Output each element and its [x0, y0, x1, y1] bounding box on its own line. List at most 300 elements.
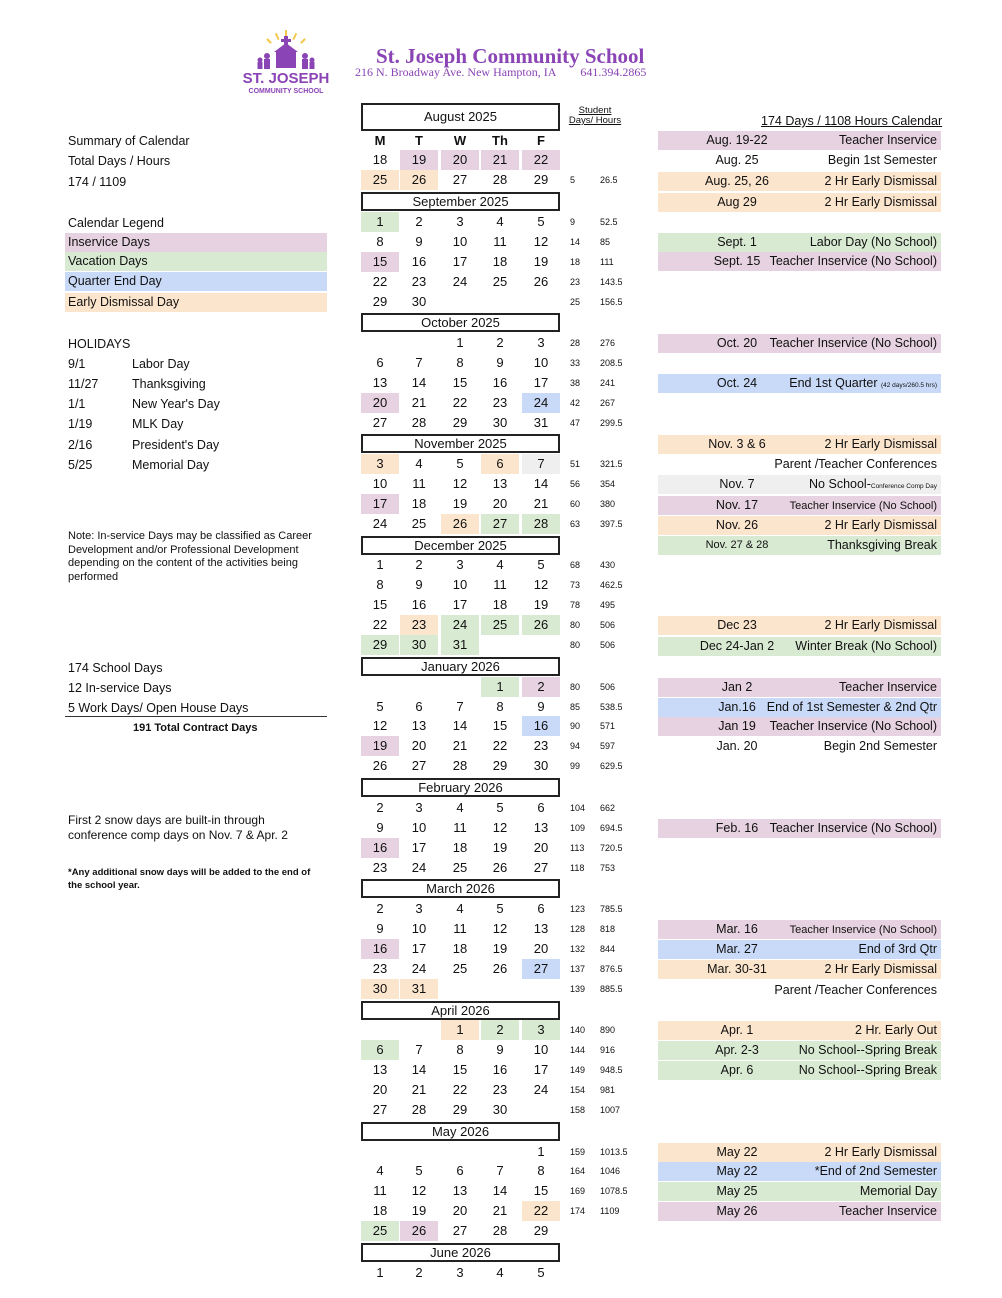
calendar-day: 1 — [481, 677, 519, 697]
calendar-day — [481, 979, 519, 999]
calendar-title: 174 Days / 1108 Hours Calendar — [761, 114, 943, 128]
calendar-day: 13 — [452, 1183, 468, 1198]
student-days: 123 — [570, 904, 586, 914]
calendar-day: 19 — [492, 840, 508, 855]
student-days: 109 — [570, 823, 586, 833]
event-label: No School--Spring Break — [798, 1063, 937, 1077]
calendar-day: 16 — [411, 254, 427, 269]
calendar-day: 5 — [496, 800, 504, 815]
calendar-day: 14 — [492, 1183, 508, 1198]
event-date: Aug. 25 — [715, 153, 759, 167]
summary-title: Summary of Calendar — [68, 134, 190, 148]
calendar-day: 13 — [411, 718, 427, 733]
calendar-day: 26 — [533, 274, 549, 289]
event-row — [658, 698, 941, 717]
calendar-day: 23 — [411, 274, 427, 289]
calendar-day: 11 — [373, 1183, 387, 1198]
calendar-day: 13 — [533, 921, 549, 936]
holiday-date: 2/16 — [68, 438, 93, 452]
calendar-day: 7 — [415, 355, 423, 370]
event-date: Mar. 30-31 — [707, 962, 767, 976]
calendar-day: 27 — [522, 959, 560, 979]
calendar-day: 1 — [537, 1144, 545, 1159]
calendar-day: 22 — [492, 738, 508, 753]
event-date: Apr. 1 — [720, 1023, 754, 1037]
event-date: May 22 — [716, 1164, 758, 1178]
student-hours: 208.5 — [600, 358, 623, 368]
student-hours: 1078.5 — [600, 1186, 628, 1196]
event-text — [767, 698, 937, 717]
student-days: 99 — [570, 761, 581, 771]
calendar-day: 27 — [372, 1102, 388, 1117]
calendar-day: 18 — [372, 152, 388, 167]
event-label: Teacher Inservice (No School) — [789, 924, 937, 936]
student-hours: 156.5 — [600, 297, 623, 307]
student-hours: 26.5 — [600, 175, 618, 185]
calendar-day: 20 — [441, 150, 479, 170]
event-label: Teacher Inservice — [839, 133, 937, 147]
calendar-day: 27 — [481, 514, 519, 534]
event-row — [658, 131, 941, 150]
snow-note-bold: *Any additional snow days will be added to the end of the school year. — [68, 867, 311, 891]
calendar-day: 21 — [533, 496, 549, 511]
calendar-day: 16 — [492, 1062, 508, 1077]
calendar-day: 17 — [452, 254, 468, 269]
student-hours: 506 — [600, 620, 616, 630]
holiday-date: 11/27 — [68, 377, 99, 391]
calendar-day: 9 — [496, 355, 504, 370]
calendar-day: 16 — [411, 597, 427, 612]
event-text — [790, 920, 937, 940]
student-days: 169 — [570, 1186, 586, 1196]
student-days: 38 — [570, 378, 581, 388]
student-days: 80 — [570, 682, 581, 692]
count-work-days: 5 Work Days/ Open House Days — [68, 701, 249, 715]
student-days: 85 — [570, 702, 581, 712]
calendar-day: 13 — [533, 820, 549, 835]
event-text — [774, 981, 937, 1000]
calendar-day: 12 — [492, 820, 508, 835]
event-label: Teacher Inservice (No School) — [769, 336, 937, 350]
calendar-day: 14 — [411, 1062, 427, 1077]
calendar-day: 29 — [452, 415, 468, 430]
calendar-day — [400, 1020, 438, 1040]
calendar-day: 7 — [456, 699, 464, 714]
student-hours: 380 — [600, 499, 616, 509]
calendar-day: 7 — [415, 1042, 423, 1057]
calendar-day: 16 — [522, 716, 560, 736]
calendar-day: 10 — [533, 355, 549, 370]
event-row — [658, 678, 941, 697]
calendar-day: 19 — [361, 736, 399, 756]
calendar-day: 23 — [372, 961, 388, 976]
student-hours: 1007 — [600, 1105, 621, 1115]
calendar-day: 25 — [361, 1221, 399, 1241]
month-header: April 2026 — [361, 1001, 560, 1020]
student-hours: 629.5 — [600, 761, 623, 771]
calendar-day: 12 — [492, 921, 508, 936]
student-hours: 571 — [600, 721, 616, 731]
calendar-day: 30 — [492, 1102, 508, 1117]
student-header-line1: Student — [578, 105, 612, 116]
event-text — [815, 1162, 937, 1181]
calendar-day — [441, 292, 479, 312]
calendar-day — [481, 292, 519, 312]
total-value: 174 / 1109 — [68, 175, 127, 189]
calendar-day: 10 — [372, 476, 388, 491]
calendar-day: 16 — [492, 375, 508, 390]
event-text — [770, 334, 937, 353]
event-row — [658, 737, 941, 756]
event-label: Teacher Inservice (No School) — [769, 719, 937, 733]
calendar-day: 2 — [481, 1020, 519, 1040]
calendar-day: 25 — [481, 615, 519, 635]
calendar-day: 4 — [456, 800, 464, 815]
calendar-day: 26 — [441, 514, 479, 534]
student-days: 94 — [570, 741, 581, 751]
event-row — [658, 1061, 941, 1080]
event-text — [770, 717, 937, 736]
holiday-name: Memorial Day — [132, 458, 210, 472]
student-hours: 462.5 — [600, 580, 623, 590]
calendar-day: 24 — [411, 860, 427, 875]
event-date: Apr. 2-3 — [715, 1043, 759, 1057]
event-label: No School- — [809, 477, 871, 491]
calendar-day: 2 — [415, 557, 423, 572]
student-hours: 495 — [600, 600, 616, 610]
month-header: January 2026 — [361, 657, 560, 676]
student-days: 159 — [570, 1147, 586, 1157]
calendar-day: 30 — [411, 294, 427, 309]
calendar-day — [522, 292, 560, 312]
event-label: Teacher Inservice (No School) — [769, 254, 937, 268]
student-days: 144 — [570, 1045, 586, 1055]
event-label: End 1st Quarter — [789, 376, 881, 390]
event-label: Labor Day (No School) — [809, 235, 937, 249]
event-text — [774, 455, 937, 474]
calendar-day: 28 — [522, 514, 560, 534]
student-days: 47 — [570, 418, 581, 428]
student-hours: 52.5 — [600, 217, 618, 227]
event-row — [658, 981, 941, 1000]
church-icon — [258, 36, 315, 69]
logo-subtitle: COMMUNITY SCHOOL — [248, 88, 324, 95]
calendar-day: 11 — [493, 577, 507, 592]
calendar-day — [400, 677, 438, 697]
event-text — [839, 1202, 937, 1221]
event-label: No School--Spring Break — [798, 1043, 937, 1057]
event-row — [658, 1182, 941, 1201]
calendar-day: 4 — [496, 557, 504, 572]
holiday-name: President's Day — [132, 438, 220, 452]
event-row — [658, 1041, 941, 1060]
event-label: *End of 2nd Semester — [814, 1164, 937, 1178]
calendar-day: 15 — [372, 597, 388, 612]
count-school-days: 174 School Days — [68, 661, 163, 675]
calendar-day: 17 — [411, 840, 427, 855]
calendar-day: 11 — [453, 921, 467, 936]
calendar-day: 4 — [496, 1265, 504, 1280]
calendar-day: 12 — [372, 718, 388, 733]
event-label: 2 Hr Early Dismissal — [824, 195, 937, 209]
event-text — [789, 374, 937, 395]
calendar-day: 12 — [411, 1183, 427, 1198]
calendar-day: 5 — [456, 456, 464, 471]
calendar-day: 20 — [533, 840, 549, 855]
calendar-day: 12 — [533, 234, 549, 249]
calendar-day: 23 — [492, 1082, 508, 1097]
day-of-week-header: T — [415, 133, 423, 148]
student-days: 5 — [570, 175, 576, 185]
student-days: 51 — [570, 459, 581, 469]
student-days: 90 — [570, 721, 581, 731]
total-contract-days: 191 Total Contract Days — [133, 722, 258, 734]
calendar-day: 23 — [372, 860, 388, 875]
event-date: Feb. 16 — [715, 821, 759, 835]
event-text — [799, 1041, 937, 1060]
event-row — [658, 193, 941, 212]
event-date: Sept. 15 — [713, 254, 761, 268]
student-hours: 241 — [600, 378, 616, 388]
calendar-day: 20 — [372, 1082, 388, 1097]
student-days: 154 — [570, 1085, 586, 1095]
calendar-day: 22 — [372, 274, 388, 289]
calendar-day: 18 — [492, 597, 508, 612]
event-row — [658, 334, 941, 353]
calendar-day: 20 — [411, 738, 427, 753]
calendar-day: 17 — [452, 597, 468, 612]
calendar-day: 26 — [492, 860, 508, 875]
calendar-day: 9 — [415, 577, 423, 592]
event-row — [658, 1143, 941, 1162]
calendar-day: 26 — [372, 758, 388, 773]
event-label: Teacher Inservice (No School) — [769, 821, 937, 835]
event-date: Mar. 27 — [716, 942, 758, 956]
calendar-day: 17 — [361, 494, 399, 514]
student-hours: 694.5 — [600, 823, 623, 833]
calendar-day: 24 — [533, 1082, 549, 1097]
calendar-day — [522, 1100, 560, 1120]
event-text — [860, 1182, 937, 1201]
month-header: December 2025 — [361, 536, 560, 555]
calendar-day: 12 — [452, 476, 468, 491]
event-label: Begin 1st Semester — [827, 153, 937, 167]
calendar-day: 1 — [361, 212, 399, 232]
student-days: 60 — [570, 499, 581, 509]
student-hours: 506 — [600, 640, 616, 650]
legend-inservice: Inservice Days — [65, 233, 327, 252]
event-row — [658, 455, 941, 474]
event-text — [839, 131, 937, 150]
event-label: Thanksgiving Break — [827, 538, 937, 552]
calendar-day: 21 — [411, 1082, 427, 1097]
student-days: 68 — [570, 560, 581, 570]
calendar-day: 23 — [533, 738, 549, 753]
event-text — [824, 616, 937, 635]
event-date: Dec 23 — [717, 618, 757, 632]
calendar-day: 5 — [537, 557, 545, 572]
calendar-day: 4 — [456, 901, 464, 916]
calendar-day: 19 — [492, 941, 508, 956]
event-text — [809, 475, 937, 496]
student-hours: 506 — [600, 682, 616, 692]
calendar-day: 28 — [452, 758, 468, 773]
student-hours: 916 — [600, 1045, 616, 1055]
calendar-day — [361, 1142, 399, 1162]
event-date: May 22 — [716, 1145, 758, 1159]
student-days: 28 — [570, 338, 581, 348]
calendar-day: 2 — [415, 1265, 423, 1280]
logo-title: ST. JOSEPH — [242, 70, 330, 87]
student-days: 14 — [570, 237, 581, 247]
student-hours: 890 — [600, 1025, 616, 1035]
calendar-day: 29 — [372, 294, 388, 309]
student-days: 63 — [570, 519, 581, 529]
event-row — [658, 374, 941, 393]
student-days: 42 — [570, 398, 581, 408]
calendar-day: 4 — [376, 1163, 384, 1178]
school-logo — [236, 30, 336, 100]
calendar-day: 3 — [456, 557, 464, 572]
calendar-day: 19 — [411, 1203, 427, 1218]
calendar-day: 6 — [456, 1163, 464, 1178]
calendar-day: 14 — [452, 718, 468, 733]
calendar-day: 28 — [411, 1102, 427, 1117]
event-label: Memorial Day — [859, 1184, 937, 1198]
student-days: 149 — [570, 1065, 586, 1075]
event-label: 2 Hr Early Dismissal — [824, 618, 937, 632]
student-hours: 662 — [600, 803, 616, 813]
student-days: 56 — [570, 479, 581, 489]
calendar-day — [361, 677, 399, 697]
calendar-day: 19 — [533, 254, 549, 269]
calendar-day: 11 — [493, 234, 507, 249]
student-days: 73 — [570, 580, 581, 590]
calendar-day: 25 — [452, 961, 468, 976]
event-text — [770, 252, 937, 271]
event-text — [839, 678, 937, 697]
event-label: End of 1st Semester & 2nd Qtr — [766, 700, 937, 714]
day-of-week-header: F — [537, 133, 545, 148]
event-date: Oct. 24 — [716, 376, 758, 390]
student-hours: 981 — [600, 1085, 616, 1095]
event-date: Aug 29 — [717, 195, 757, 209]
calendar-day: 8 — [456, 1042, 464, 1057]
student-hours: 753 — [600, 863, 616, 873]
holiday-date: 9/1 — [68, 357, 86, 371]
calendar-day: 21 — [481, 150, 519, 170]
calendar-day: 9 — [537, 699, 545, 714]
holiday-name: MLK Day — [132, 417, 184, 431]
event-row — [658, 1162, 941, 1181]
calendar-day: 3 — [537, 335, 545, 350]
student-days: 158 — [570, 1105, 586, 1115]
calendar-day: 27 — [452, 1223, 468, 1238]
calendar-day: 20 — [533, 941, 549, 956]
calendar-day: 26 — [400, 170, 438, 190]
holiday-date: 5/25 — [68, 458, 93, 472]
calendar-day — [441, 677, 479, 697]
student-hours: 267 — [600, 398, 616, 408]
calendar-day: 4 — [496, 214, 504, 229]
calendar-day: 8 — [496, 699, 504, 714]
calendar-day: 10 — [411, 921, 427, 936]
event-date: Nov. 17 — [715, 498, 759, 512]
student-days: 164 — [570, 1166, 586, 1176]
event-label: Teacher Inservice (No School) — [789, 500, 937, 512]
event-date: Jan. 20 — [716, 739, 758, 753]
calendar-day: 3 — [522, 1020, 560, 1040]
calendar-day: 3 — [456, 214, 464, 229]
calendar-day: 16 — [361, 838, 399, 858]
calendar-day — [361, 1020, 399, 1040]
calendar-day: 27 — [533, 860, 549, 875]
calendar-day: 19 — [533, 597, 549, 612]
event-label: Winter Break (No School) — [795, 639, 937, 653]
calendar-day: 19 — [452, 496, 468, 511]
holiday-name: New Year's Day — [132, 397, 220, 411]
event-row — [658, 1021, 941, 1040]
event-label: Parent /Teacher Conferences — [774, 983, 937, 997]
event-note: Conference Comp Day — [870, 483, 937, 490]
calendar-day: 19 — [400, 150, 438, 170]
event-date: May 26 — [716, 1204, 758, 1218]
event-label: 2 Hr Early Dismissal — [824, 174, 937, 188]
calendar-day: 18 — [492, 254, 508, 269]
student-hours: 818 — [600, 924, 616, 934]
calendar-day: 1 — [376, 557, 384, 572]
student-days: 23 — [570, 277, 581, 287]
calendar-day: 5 — [376, 699, 384, 714]
event-date: Jan 2 — [721, 680, 753, 694]
calendar-day — [441, 979, 479, 999]
calendar-day: 29 — [361, 635, 399, 655]
event-text — [799, 1061, 937, 1080]
student-hours: 354 — [600, 479, 616, 489]
calendar-day: 29 — [492, 758, 508, 773]
month-header: October 2025 — [361, 313, 560, 332]
student-hours: 876.5 — [600, 964, 623, 974]
month-header: May 2026 — [361, 1122, 560, 1141]
month-header: November 2025 — [361, 434, 560, 453]
inservice-note: Note: In-service Days may be classified as Career Development and/or Professional Development depending on the content of the activities being performed — [68, 530, 312, 583]
calendar-day: 4 — [415, 456, 423, 471]
event-row — [658, 475, 941, 494]
calendar-day: 3 — [361, 454, 399, 474]
event-note: (42 days/260.5 hrs) — [880, 382, 937, 389]
student-days: 80 — [570, 640, 581, 650]
calendar-day: 3 — [415, 901, 423, 916]
calendar-day: 2 — [496, 335, 504, 350]
event-date: Nov. 27 & 28 — [705, 539, 769, 551]
student-hours: 1013.5 — [600, 1147, 628, 1157]
event-label: 2 Hr. Early Out — [855, 1023, 937, 1037]
calendar-day: 20 — [492, 496, 508, 511]
calendar-day: 2 — [522, 677, 560, 697]
calendar-day: 14 — [533, 476, 549, 491]
student-days: 113 — [570, 843, 585, 853]
calendar-day: 27 — [372, 415, 388, 430]
calendar-day — [400, 1142, 438, 1162]
calendar-day: 30 — [400, 635, 438, 655]
phone-text: 641.394.2865 — [580, 65, 647, 79]
calendar-day: 25 — [411, 516, 427, 531]
calendar-day: 1 — [376, 1265, 384, 1280]
calendar-day: 9 — [496, 1042, 504, 1057]
calendar-day: 25 — [492, 274, 508, 289]
month-header: August 2025 — [361, 103, 560, 131]
calendar-day: 8 — [376, 577, 384, 592]
